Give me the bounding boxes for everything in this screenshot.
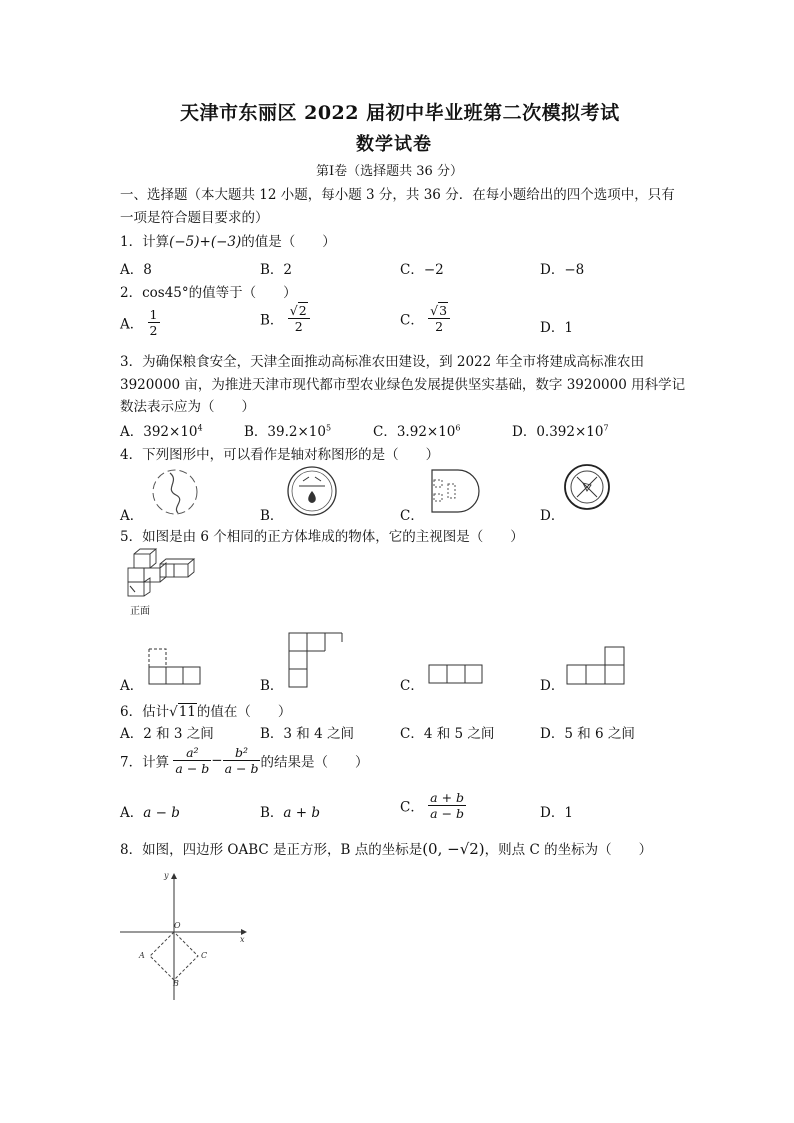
q5-option-d[interactable]: D． [540,678,565,694]
option-label: D． [540,805,565,821]
q3-option-c[interactable] [373,420,461,440]
option-text: 5 和 6 之间 [564,726,635,742]
x-axis-label: x [240,935,245,944]
option-text: a + b [283,805,321,821]
exponent: 7 [603,423,609,433]
section-instructions-line1: 一、选择题（本大题共 12 小题，每小题 3 分，共 36 分．在每小题给出的四个选项中，只有 [120,187,675,203]
option-label: A． [120,262,144,278]
q1-option-d[interactable] [540,258,584,278]
option-text: −2 [423,262,444,278]
denominator: 2 [435,319,444,335]
q7-number: 7． [120,754,143,771]
q4-option-d[interactable]: D． [540,508,565,524]
numerator: a² [173,746,211,761]
exam-title: 天津市东丽区 2022 届初中毕业班第二次模拟考试 [180,102,620,124]
q5-figure-d [566,646,626,686]
q5-cube-stack-figure [124,548,196,610]
q6-option-c[interactable] [400,722,494,742]
option-label: D． [540,320,565,336]
volume-heading: 第Ⅰ卷（选择题共 36 分） [316,164,463,179]
q5-option-c[interactable]: C． [400,678,424,694]
exponent: 5 [325,423,332,433]
denominator: a − b [430,806,465,822]
q8-text-2: ，则点 C 的坐标为（ ） [484,842,653,858]
option-label: B． [260,726,284,742]
point-a-label: A [139,951,145,960]
q7-fraction-1 [173,746,211,775]
q5-option-b[interactable]: B． [260,678,284,694]
option-text: 1 [564,805,573,821]
q7-option-d[interactable] [540,801,573,821]
option-label: D． [512,424,537,440]
q3-option-a[interactable] [120,420,203,440]
q5-option-a[interactable]: A． [120,678,144,694]
q2-option-c[interactable] [400,304,450,333]
option-label: C． [400,799,424,816]
q1-expression: (−5)+(−3) [169,234,242,250]
q2-expression: cos45° [142,285,189,301]
radicand: 2 [298,303,307,318]
point-b-label: B [173,979,179,988]
radicand: 3 [439,303,448,318]
q6-option-d[interactable] [540,722,635,742]
option-text: a − b [143,805,180,821]
q3-option-d[interactable] [512,420,609,440]
question-4: 4．下列图形中，可以看作是轴对称图形的是（ ） [120,447,440,463]
question-3-line3: 数法表示应为（ ） [120,399,255,415]
q6-radicand: 11 [178,704,196,720]
q7-c-fraction [428,791,466,820]
minus-sign: − [211,752,223,769]
numerator: b² [223,746,261,761]
option-label: C． [400,726,424,742]
q2-option-b[interactable] [260,304,310,333]
q1-number: 1． [120,234,143,250]
q7-option-a[interactable] [120,801,180,821]
option-label: B． [244,424,268,440]
option-label: A． [120,424,144,440]
point-o-label: O [174,921,181,930]
q1-prefix: 计算 [142,234,170,250]
q7-fraction-2 [223,746,261,775]
question-6: 6．估计√11的值在（ ） [120,704,292,720]
q5-figure-c [428,664,484,686]
q2-a-fraction [148,308,160,337]
q4-figure-b [285,464,339,518]
option-text: 3 和 4 之间 [283,726,354,742]
exponent: 4 [197,423,203,433]
option-text: 0.392×10 [536,424,604,440]
q4-option-a[interactable]: A． [120,508,144,524]
question-5: 5．如图是由 6 个相同的正方体堆成的物体，它的主视图是（ ） [120,529,524,545]
point-c-label: C [201,951,208,960]
question-8 [120,838,652,858]
q1-suffix: 的值是（ ） [241,234,336,250]
q5-front-label: 正面 [130,606,150,617]
option-label: C． [373,424,397,440]
q8-coordinate: (0, −√2) [422,840,485,858]
q8-text-1: 8．如图，四边形 OABC 是正方形，B 点的坐标是 [120,842,423,858]
option-text: 392×10 [143,424,198,440]
option-label: B． [260,805,284,821]
option-label: A． [120,316,144,333]
q7-suffix: 的结果是（ ） [260,754,369,771]
option-text: −8 [564,262,585,278]
option-text: 3.92×10 [396,424,456,440]
q4-figure-d [563,463,611,511]
q2-number: 2． [120,285,143,301]
q2-option-a[interactable] [120,308,160,337]
question-3-line1: 3．为确保粮食安全，天津全面推动高标准农田建设，到 2022 年全市将建成高标准农田 [120,354,645,370]
option-label: A． [120,726,144,742]
q1-option-c[interactable] [400,258,444,278]
option-text: 8 [143,262,152,278]
q7-option-c[interactable] [400,791,466,820]
option-text: 4 和 5 之间 [423,726,495,742]
denominator: 2 [294,319,303,335]
option-text: 39.2×10 [267,424,326,440]
q7-option-b[interactable] [260,801,320,821]
q6-suffix: 的值在（ ） [196,704,292,720]
denominator: 2 [149,323,158,339]
denominator: a − b [224,761,259,777]
q6-prefix: 估计 [142,704,170,720]
question-3-line2: 3920000 亩，为推进天津市现代都市型农业绿色发展提供坚实基础，数字 3920000 用科学记 [120,377,686,393]
q5-figure-a [148,648,204,686]
q2-c-fraction: $\frac{√3}{2}$ [428,304,450,333]
q5-figure-b [288,632,346,688]
q6-option-a[interactable] [120,722,214,742]
option-label: B． [260,262,284,278]
q7-prefix: 计算 [142,754,170,771]
numerator: a + b [430,790,465,805]
q1-option-a[interactable] [120,258,152,278]
option-label: C． [400,262,424,278]
q4-figure-a [150,467,200,517]
q4-option-b[interactable]: B． [260,508,284,524]
q6-number: 6． [120,704,143,720]
denominator: a − b [175,761,210,777]
q2-suffix: 的值等于（ ） [188,285,297,301]
q6-option-b[interactable] [260,722,354,742]
question-2 [120,281,297,301]
option-label: A． [120,805,144,821]
question-1 [120,230,336,250]
q4-figure-c [428,466,480,516]
q8-coordinate-figure [118,870,258,1010]
exponent: 6 [455,423,461,433]
q2-b-fraction: $\frac{√2}{2}$ [288,304,310,333]
exam-subtitle: 数学试卷 [356,134,432,155]
option-text: 2 和 3 之间 [143,726,214,742]
y-axis-label: y [164,871,169,880]
q1-option-b[interactable] [260,258,292,278]
option-label: C． [400,312,424,329]
option-label: D． [540,726,565,742]
q3-option-b[interactable] [244,420,331,440]
question-7 [120,746,368,775]
q4-option-c[interactable]: C． [400,508,424,524]
option-label: D． [540,262,565,278]
option-text: 2 [283,262,293,278]
option-label: B． [260,312,284,329]
numerator: 1 [149,307,158,322]
q2-option-d[interactable] [540,316,573,336]
option-text: 1 [564,320,573,336]
section-instructions-line2: 一项是符合题目要求的） [120,210,269,226]
